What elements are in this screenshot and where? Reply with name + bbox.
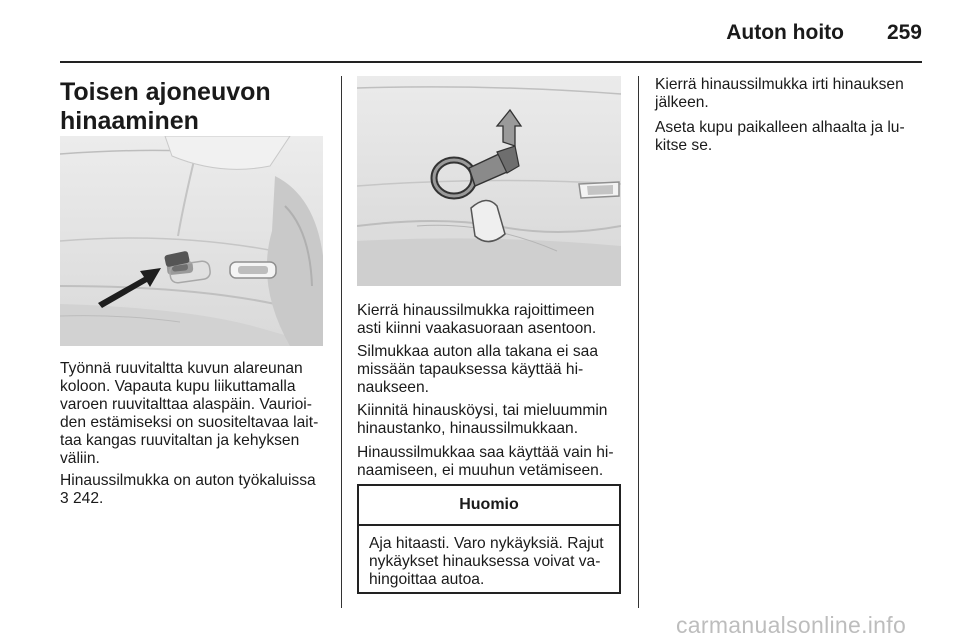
text-line: nykäykset hinauksessa voivat va- — [369, 553, 601, 570]
instruction-paragraph — [655, 119, 925, 155]
running-header-title: Auton hoito — [726, 21, 844, 44]
text-line: Hinaussilmukkaa saa käyttää vain hi- — [357, 444, 614, 461]
note-title: Huomio — [359, 486, 619, 526]
instruction-paragraph — [357, 302, 627, 338]
text-line: koloon. Vapauta kupu liikuttamalla — [60, 378, 296, 395]
text-line: taa kangas ruuvitaltan ja kehyksen — [60, 432, 300, 449]
text-line: Aja hitaasti. Varo nykäyksiä. Rajut — [369, 535, 604, 552]
page-number: 259 — [886, 21, 922, 44]
text-line: jälkeen. — [655, 94, 709, 111]
text-line: väliin. — [60, 450, 100, 467]
bumper-cover-removal-illustration — [60, 136, 323, 346]
text-line: Hinaussilmukka on auton työkaluissa — [60, 472, 316, 489]
text-line: naukseen. — [357, 379, 429, 396]
section-heading — [60, 78, 330, 136]
text-line: asti kiinni vaakasuoraan asentoon. — [357, 320, 597, 337]
note-box — [357, 484, 621, 594]
reference-paragraph — [60, 472, 330, 508]
text-line: Kierrä hinaussilmukka irti hinauksen — [655, 76, 904, 93]
text-line: Kierrä hinaussilmukka rajoittimeen — [357, 302, 595, 319]
heading-line: hinaaminen — [60, 107, 199, 135]
instruction-paragraph — [60, 360, 330, 468]
text-line: varoen ruuvitalttaa alaspäin. Vaurioi- — [60, 396, 312, 413]
text-line: Aseta kupu paikalleen alhaalta ja lu- — [655, 119, 905, 136]
heading-line: Toisen ajoneuvon — [60, 78, 271, 106]
text-line: Työnnä ruuvitaltta kuvun alareunan — [60, 360, 303, 377]
column-divider — [341, 76, 342, 608]
text-line: Kiinnitä hinausköysi, tai mieluummin — [357, 402, 608, 419]
header-rule — [60, 61, 922, 63]
note-body — [359, 526, 619, 589]
page-reference-link[interactable]: 3 242. — [60, 490, 104, 507]
text-line: missään tapauksessa käyttää hi- — [357, 361, 584, 378]
text-line: hingoittaa autoa. — [369, 571, 485, 588]
watermark: carmanualsonline.info — [676, 612, 907, 638]
instruction-paragraph — [655, 76, 925, 112]
text-line: naamiseen, ei muuhun vetämiseen. — [357, 462, 604, 479]
text-line: kitse se. — [655, 137, 713, 154]
column-divider — [638, 76, 639, 608]
instruction-paragraph — [357, 402, 627, 438]
instruction-paragraph — [357, 444, 627, 480]
warning-paragraph — [357, 343, 627, 397]
text-line: Silmukkaa auton alla takana ei saa — [357, 343, 598, 360]
towing-eye-illustration — [357, 76, 621, 286]
text-line: den estämiseksi on suositeltavaa lait- — [60, 414, 319, 431]
text-line: hinaustanko, hinaussilmukkaan. — [357, 420, 579, 437]
